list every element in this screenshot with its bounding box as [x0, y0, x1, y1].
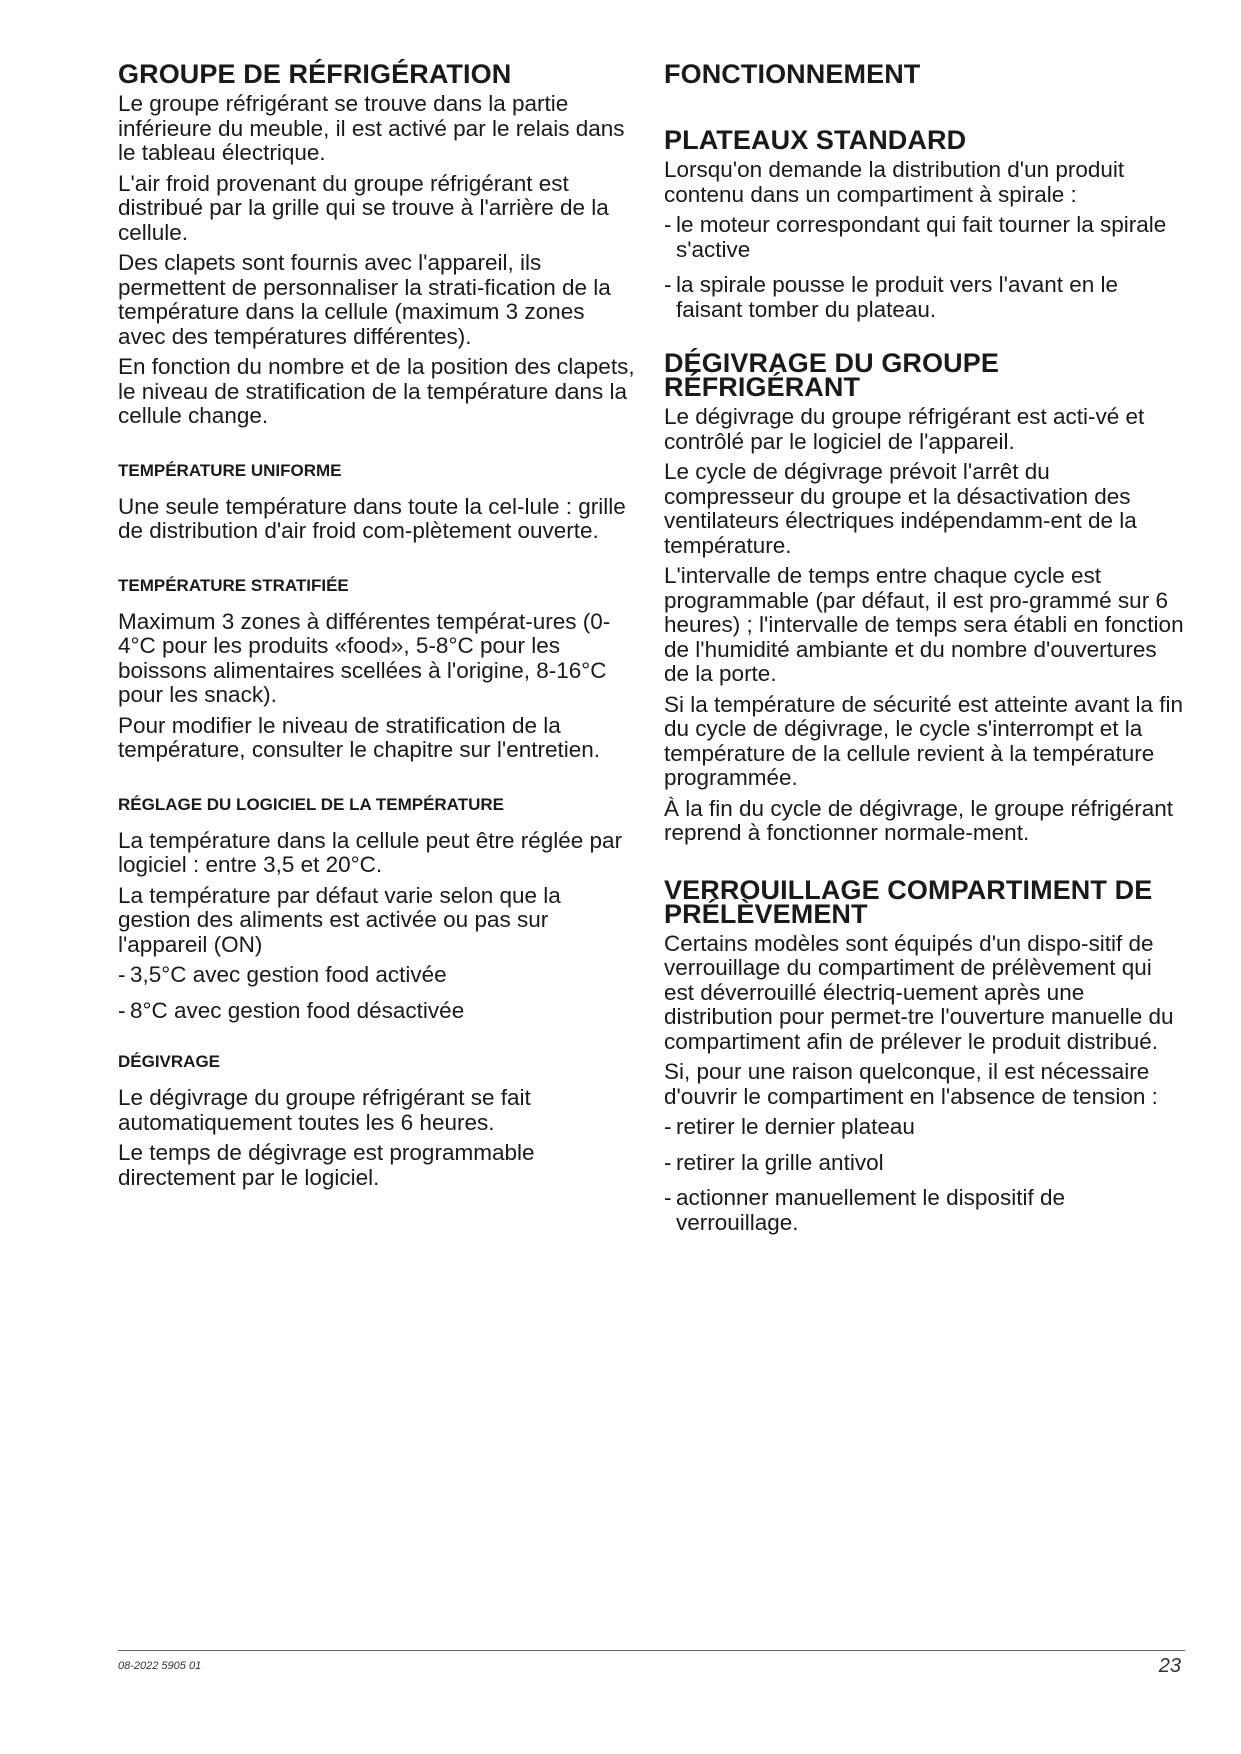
paragraph: Des clapets sont fournis avec l'appareil, ils permettent de personnaliser la strati-fication de la température dans la cellule (maximum 3 zones avec des températures différentes).	[118, 250, 611, 349]
paragraph: À la fin du cycle de dégivrage, le groupe réfrigérant reprend à fonctionner normale-ment.	[664, 795, 1174, 845]
page-number: 23	[1158, 1655, 1181, 1677]
temperature-list	[118, 963, 638, 1023]
paragraph: Le temps de dégivrage est programmable directement par le logiciel.	[118, 1140, 535, 1190]
section-title-refrigeration-group: GROUPE DE RÉFRIGÉRATION	[118, 59, 512, 89]
list-item: - retirer la grille antivol	[664, 1151, 1184, 1176]
subheading-software-temperature: RÉGLAGE DU LOGICIEL DE LA TEMPÉRATURE	[118, 794, 504, 814]
paragraph: La température dans la cellule peut être réglée par logiciel : entre 3,5 et 20°C.	[118, 827, 623, 877]
list-item: - actionner manuellement le dispositif de verrouillage.	[664, 1186, 1184, 1235]
subheading-stratified-temperature: TEMPÉRATURE STRATIFIÉE	[118, 575, 349, 595]
section-title-defrost-group: DÉGIVRAGE DU GROUPE RÉFRIGÉRANT	[664, 348, 999, 402]
paragraph: Le dégivrage du groupe réfrigérant se fait automatiquement toutes les 6 heures.	[118, 1085, 531, 1135]
list-item: - le moteur correspondant qui fait tourner la spirale s'active	[664, 213, 1184, 262]
paragraph: L'air froid provenant du groupe réfrigérant est distribué par la grille qui se trouve à l'arrière de la cellule.	[118, 170, 609, 245]
section-title-standard-trays: PLATEAUX STANDARD	[664, 125, 967, 155]
paragraph: La température par défaut varie selon que la gestion des aliments est activée ou pas sur l'appareil (ON)	[118, 882, 561, 957]
paragraph: Le cycle de dégivrage prévoit l'arrêt du compresseur du groupe et la désactivation des ventilateurs électriques indépendamm-ent de la température.	[664, 459, 1137, 558]
list-item: - la spirale pousse le produit vers l'avant en le faisant tomber du plateau.	[664, 273, 1184, 322]
paragraph: Pour modifier le niveau de stratification de la température, consulter le chapitre sur l'entretien.	[118, 712, 601, 762]
unlock-steps-list	[664, 1115, 1184, 1235]
paragraph: L'intervalle de temps entre chaque cycle est programmable (par défaut, il est pro-grammé sur 6 heures) ; l'intervalle de temps sera établi en fonction de l'humidité ambiante et du nombre d'ouvertures de la porte.	[664, 563, 1184, 686]
paragraph: Maximum 3 zones à différentes températ-ures (0-4°C pour les produits «food», 5-8°C pour les boissons alimentaires scellées à l'origine, 8-16°C pour les snack).	[118, 608, 611, 707]
section-title-operation: FONCTIONNEMENT	[664, 59, 921, 89]
list-item: - 3,5°C avec gestion food activée	[118, 963, 638, 988]
document-code: 08-2022 5905 01	[118, 1660, 202, 1672]
paragraph: Le dégivrage du groupe réfrigérant est acti-vé et contrôlé par le logiciel de l'appareil.	[664, 404, 1145, 454]
spiral-list	[664, 213, 1184, 322]
left-column	[118, 59, 638, 1196]
paragraph: Certains modèles sont équipés d'un dispo-sitif de verrouillage du compartiment de prélèvement qui est déverrouillé électriq-uement après une distribution pour permet-tre l'ouverture manuelle du compartiment afin de prélever le produit distribué.	[664, 930, 1174, 1054]
paragraph: En fonction du nombre et de la position des clapets, le niveau de stratification de la température dans la cellule change.	[118, 354, 635, 428]
footer-divider	[118, 1650, 1185, 1651]
list-item: - retirer le dernier plateau	[664, 1115, 1184, 1140]
paragraph: Une seule température dans toute la cel-lule : grille de distribution d'air froid com-plètement ouverte.	[118, 493, 626, 543]
paragraph: Le groupe réfrigérant se trouve dans la partie inférieure du meuble, il est activé par le relais dans le tableau électrique.	[118, 91, 625, 165]
list-item: - 8°C avec gestion food désactivée	[118, 999, 638, 1024]
paragraph: Lorsqu'on demande la distribution d'un produit contenu dans un compartiment à spirale :	[664, 157, 1125, 207]
section-title-compartment-lock: VERROUILLAGE COMPARTIMENT DE PRÉLÈVEMENT	[664, 874, 1153, 929]
right-column	[664, 59, 1184, 1246]
subheading-uniform-temperature: TEMPÉRATURE UNIFORME	[118, 460, 342, 480]
subheading-defrost: DÉGIVRAGE	[118, 1052, 221, 1071]
paragraph: Si la température de sécurité est atteinte avant la fin du cycle de dégivrage, le cycle s'interrompt et la température de la cellule revient à la température programmée.	[664, 691, 1184, 790]
paragraph: Si, pour une raison quelconque, il est nécessaire d'ouvrir le compartiment en l'absence de tension :	[664, 1059, 1158, 1109]
